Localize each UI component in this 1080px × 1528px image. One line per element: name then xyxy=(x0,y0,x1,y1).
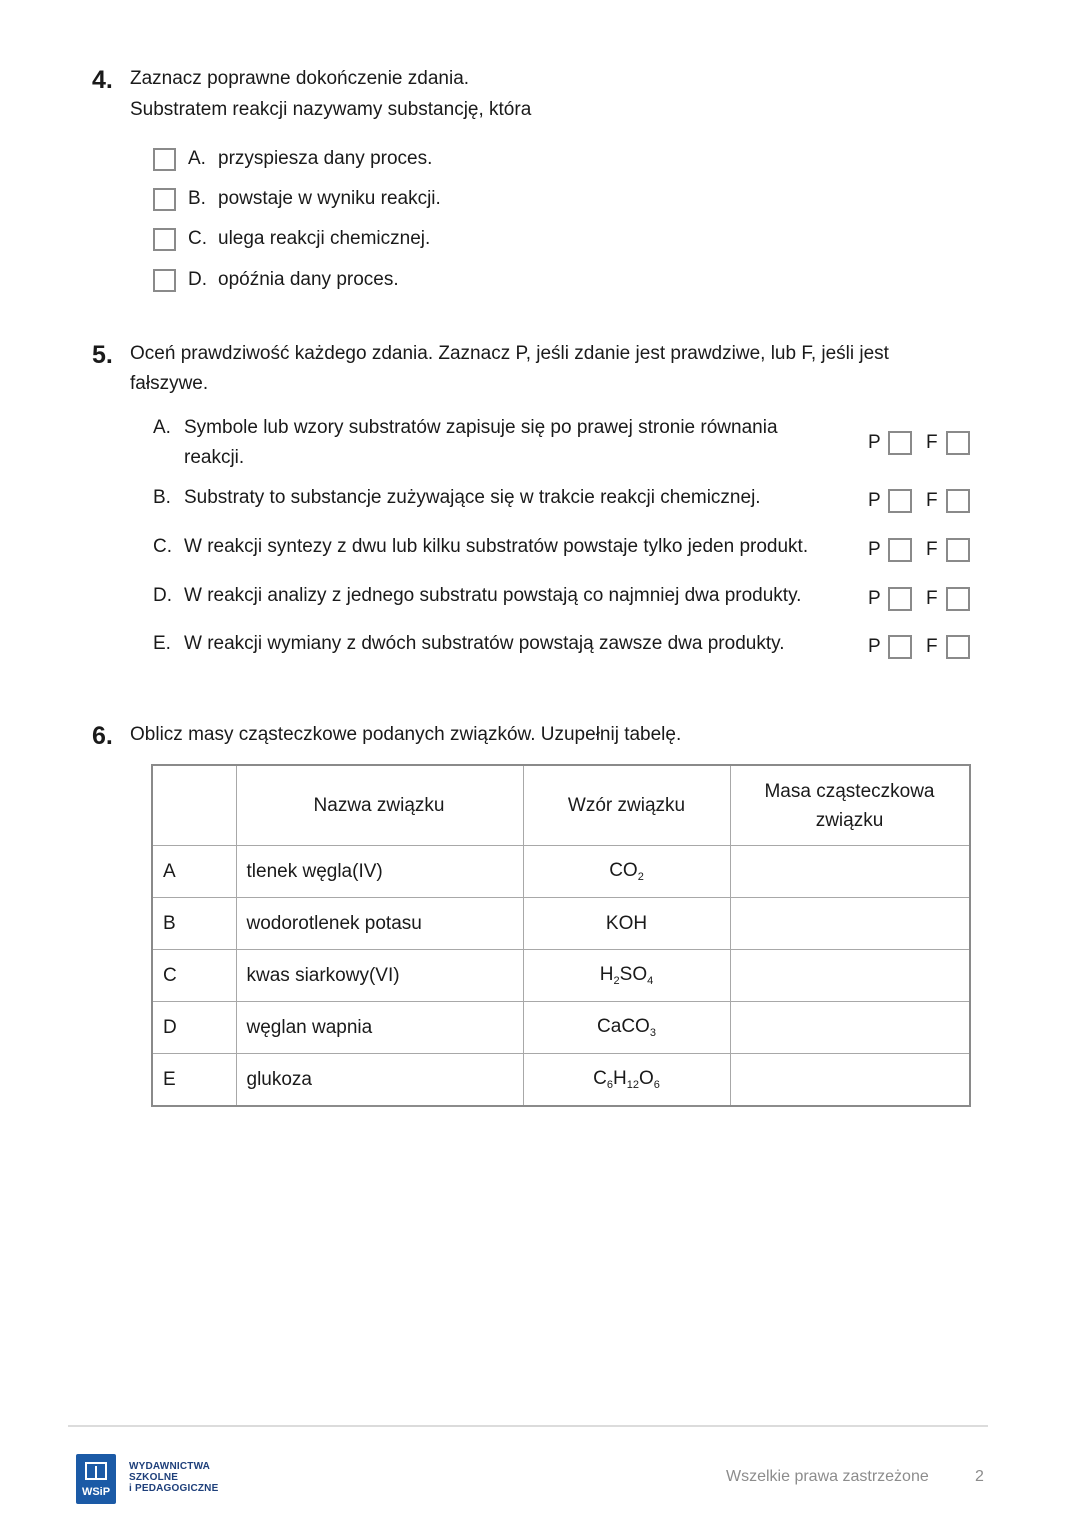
false-label: F xyxy=(926,432,938,453)
mass-answer-cell[interactable] xyxy=(730,1002,970,1054)
compound-formula: CaCO$_3$ xyxy=(523,1002,730,1054)
copyright-notice: Wszelkie prawa zastrzeżone xyxy=(726,1468,929,1485)
option-text: opóźnia dany proces. xyxy=(218,269,399,290)
option-letter: D. xyxy=(188,269,207,290)
row-letter: D xyxy=(152,1002,236,1054)
footer-divider xyxy=(68,1425,988,1427)
table-row xyxy=(152,1002,970,1054)
true-label: P xyxy=(868,432,881,453)
question-4-instruction: Zaznacz poprawne dokończenie zdania. xyxy=(130,68,470,89)
table-row xyxy=(152,898,970,950)
true-label: P xyxy=(868,588,881,609)
row-letter: B xyxy=(152,898,236,950)
statement-text: W reakcji analizy z jednego substratu powstają co najmniej dwa produkty. xyxy=(184,585,802,606)
false-checkbox[interactable] xyxy=(946,489,970,513)
compound-formula: $C_6H_{12}O_6$ xyxy=(523,1054,730,1107)
true-checkbox[interactable] xyxy=(888,489,912,513)
molecular-mass-table xyxy=(151,764,971,1107)
checkbox[interactable] xyxy=(153,228,176,251)
question-6-instruction: Oblicz masy cząsteczkowe podanych związków. Uzupełnij tabelę. xyxy=(130,724,682,745)
mass-answer-cell[interactable] xyxy=(730,846,970,898)
false-label: F xyxy=(926,588,938,609)
mass-answer-cell[interactable] xyxy=(730,950,970,1002)
option-text: przyspiesza dany proces. xyxy=(218,148,433,169)
false-checkbox[interactable] xyxy=(946,538,970,562)
statement-letter: B. xyxy=(153,487,171,508)
question-5-instruction-line2: fałszywe. xyxy=(130,373,209,394)
table-row xyxy=(152,1054,970,1107)
statement-letter: A. xyxy=(153,417,171,438)
table-header-row xyxy=(152,765,970,846)
row-letter: C xyxy=(152,950,236,1002)
statement-text: W reakcji syntezy z dwu lub kilku substratów powstaje tylko jeden produkt. xyxy=(184,536,809,557)
checkbox[interactable] xyxy=(153,269,176,292)
option-text: powstaje w wyniku reakcji. xyxy=(218,188,441,209)
logo-abbr: WSiP xyxy=(81,1486,111,1498)
header-mass: Masa cząsteczkowa związku xyxy=(730,765,970,846)
question-5-number: 5. xyxy=(92,341,113,369)
q4-option-c[interactable] xyxy=(153,225,430,253)
page-number: 2 xyxy=(975,1468,984,1485)
question-4-number: 4. xyxy=(92,66,113,94)
mass-answer-cell[interactable] xyxy=(730,898,970,950)
publisher-name: WYDAWNICTWA SZKOLNE i PEDAGOGICZNE xyxy=(129,1461,219,1494)
false-label: F xyxy=(926,636,938,657)
header-letter xyxy=(152,765,236,846)
header-name: Nazwa związku xyxy=(236,765,523,846)
statement-letter: E. xyxy=(153,633,171,654)
true-checkbox[interactable] xyxy=(888,635,912,659)
false-checkbox[interactable] xyxy=(946,635,970,659)
row-letter: A xyxy=(152,846,236,898)
statement-text-line2: reakcji. xyxy=(184,447,245,468)
q4-option-d[interactable] xyxy=(153,266,399,294)
compound-name: tlenek węgla(IV) xyxy=(236,846,523,898)
table-row xyxy=(152,950,970,1002)
true-checkbox[interactable] xyxy=(888,587,912,611)
option-letter: B. xyxy=(188,188,206,209)
false-checkbox[interactable] xyxy=(946,587,970,611)
compound-name: kwas siarkowy(VI) xyxy=(236,950,523,1002)
q4-option-b[interactable] xyxy=(153,185,441,213)
false-checkbox[interactable] xyxy=(946,431,970,455)
statement-text-line1: Symbole lub wzory substratów zapisuje się po prawej stronie równania xyxy=(184,417,778,438)
true-checkbox[interactable] xyxy=(888,431,912,455)
option-letter: A. xyxy=(188,148,206,169)
q4-option-a[interactable] xyxy=(153,145,432,173)
false-label: F xyxy=(926,539,938,560)
wsip-logo xyxy=(76,1454,116,1504)
checkbox[interactable] xyxy=(153,148,176,171)
option-letter: C. xyxy=(188,228,207,249)
true-label: P xyxy=(868,539,881,560)
true-label: P xyxy=(868,636,881,657)
option-text: ulega reakcji chemicznej. xyxy=(218,228,431,249)
statement-letter: D. xyxy=(153,585,172,606)
compound-formula: KOH xyxy=(523,898,730,950)
compound-formula: $H_2SO_4$ xyxy=(523,950,730,1002)
compound-name: węglan wapnia xyxy=(236,1002,523,1054)
question-5-instruction-line1: Oceń prawdziwość każdego zdania. Zaznacz P, jeśli zdanie jest prawdziwe, lub F, jeśli jest xyxy=(130,343,889,364)
row-letter: E xyxy=(152,1054,236,1107)
compound-name: wodorotlenek potasu xyxy=(236,898,523,950)
true-checkbox[interactable] xyxy=(888,538,912,562)
compound-name: glukoza xyxy=(236,1054,523,1107)
book-icon xyxy=(85,1462,107,1480)
question-4-stem: Substratem reakcji nazywamy substancję, która xyxy=(130,99,532,120)
header-formula: Wzór związku xyxy=(523,765,730,846)
true-label: P xyxy=(868,490,881,511)
mass-answer-cell[interactable] xyxy=(730,1054,970,1107)
statement-text: Substraty to substancje zużywające się w trakcie reakcji chemicznej. xyxy=(184,487,761,508)
table-row xyxy=(152,846,970,898)
statement-letter: C. xyxy=(153,536,172,557)
false-label: F xyxy=(926,490,938,511)
question-6-number: 6. xyxy=(92,722,113,750)
statement-text: W reakcji wymiany z dwóch substratów powstają zawsze dwa produkty. xyxy=(184,633,785,654)
compound-formula: $CO_2$ xyxy=(523,846,730,898)
checkbox[interactable] xyxy=(153,188,176,211)
